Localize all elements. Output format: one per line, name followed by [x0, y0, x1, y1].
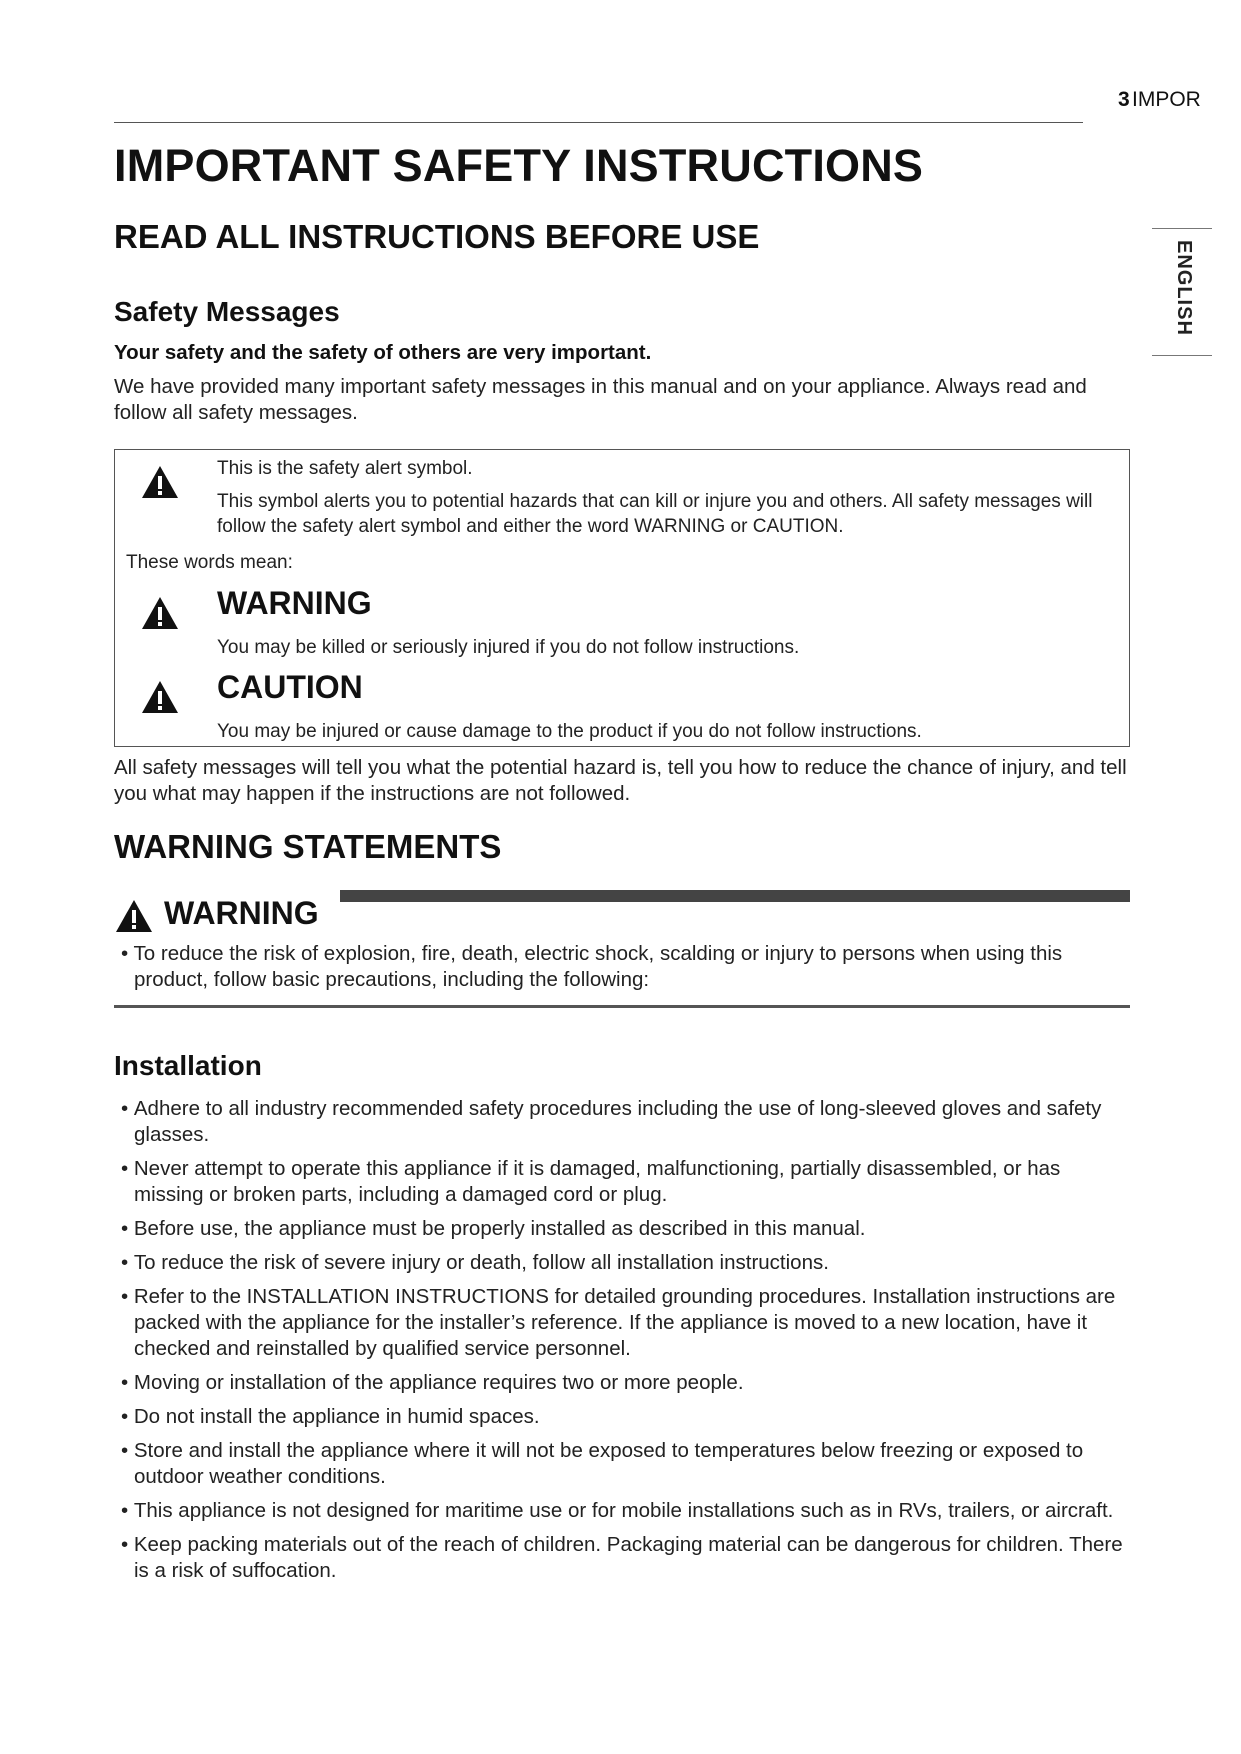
list-item: • Store and install the appliance where it will not be exposed to temperatures below freezing or exposed to outdoor weather conditions.	[114, 1438, 1134, 1490]
page-subtitle: READ ALL INSTRUCTIONS BEFORE USE	[114, 218, 760, 255]
words-mean-label: These words mean:	[126, 552, 293, 573]
section-heading-installation: Installation	[114, 1050, 262, 1081]
alert-symbol-description: This symbol alerts you to potential hazards that can kill or injure you and others. All safety messages will follow the safety alert symbol and either the word WARNING or CAUTION.	[217, 491, 1093, 537]
caution-signal-word: CAUTION	[217, 669, 363, 705]
header-rule	[114, 122, 1083, 123]
warning-footer-rule	[114, 1005, 1130, 1008]
warning-statements-item: • To reduce the risk of explosion, fire, death, electric shock, scalding or injury to persons when using this product, follow basic precautions, including the following:	[121, 942, 1063, 991]
list-item: • Keep packing materials out of the reach of children. Packaging material can be dangerous for children. There is a risk of suffocation.	[114, 1532, 1134, 1584]
installation-list	[114, 1096, 1134, 1592]
list-item: • Refer to the INSTALLATION INSTRUCTIONS for detailed grounding procedures. Installation instructions are packed with the appliance for the installer’s reference. If the appliance is moved to a new location, have it checked and reinstalled by qualified service personnel.	[114, 1284, 1134, 1362]
side-tab-rule-top	[1152, 228, 1212, 229]
caution-description: You may be injured or cause damage to the product if you do not follow instructions.	[217, 721, 922, 742]
warning-statements-item-text: To reduce the risk of explosion, fire, death, electric shock, scalding or injury to persons when using this product, follow basic precautions, including the following:	[133, 942, 1063, 991]
safety-messages-summary: All safety messages will tell you what the potential hazard is, tell you how to reduce the chance of injury, and tell you what may happen if the instructions are not followed.	[114, 756, 1127, 805]
list-item: • Adhere to all industry recommended safety procedures including the use of long-sleeved gloves and safety glasses.	[114, 1096, 1134, 1148]
safety-importance-statement: Your safety and the safety of others are very important.	[114, 341, 652, 364]
page-title: IMPORTANT SAFETY INSTRUCTIONS	[114, 140, 924, 191]
list-item: • Do not install the appliance in humid spaces.	[114, 1404, 1134, 1430]
section-heading-warning-statements: WARNING STATEMENTS	[114, 828, 502, 865]
list-item: • Moving or installation of the appliance requires two or more people.	[114, 1370, 1134, 1396]
warning-triangle-icon	[140, 595, 180, 631]
warning-signal-word: WARNING	[217, 585, 372, 621]
warning-header-bar	[340, 890, 1130, 902]
warning-triangle-icon	[140, 679, 180, 715]
safety-intro-paragraph: We have provided many important safety messages in this manual and on your appliance. Always read and follow all safety messages.	[114, 375, 1087, 424]
running-title: IMPOR	[1132, 88, 1201, 111]
section-heading-safety-messages: Safety Messages	[114, 296, 340, 327]
list-item: • This appliance is not designed for maritime use or for mobile installations such as in RVs, trailers, or aircraft.	[114, 1498, 1134, 1524]
list-item: • To reduce the risk of severe injury or death, follow all installation instructions.	[114, 1250, 1134, 1276]
list-item: • Before use, the appliance must be properly installed as described in this manual.	[114, 1216, 1134, 1242]
page-number: 3	[1118, 88, 1130, 111]
side-tab-rule-bottom	[1152, 355, 1212, 356]
warning-statements-signal-word: WARNING	[164, 895, 319, 931]
warning-description: You may be killed or seriously injured if you do not follow instructions.	[217, 637, 800, 658]
warning-triangle-icon	[114, 898, 154, 934]
warning-triangle-icon	[140, 464, 180, 500]
alert-symbol-line: This is the safety alert symbol.	[217, 458, 473, 479]
side-tab-language: ENGLISH	[1173, 240, 1195, 336]
list-item: • Never attempt to operate this appliance if it is damaged, malfunctioning, partially disassembled, or has missing or broken parts, including a damaged cord or plug.	[114, 1156, 1134, 1208]
